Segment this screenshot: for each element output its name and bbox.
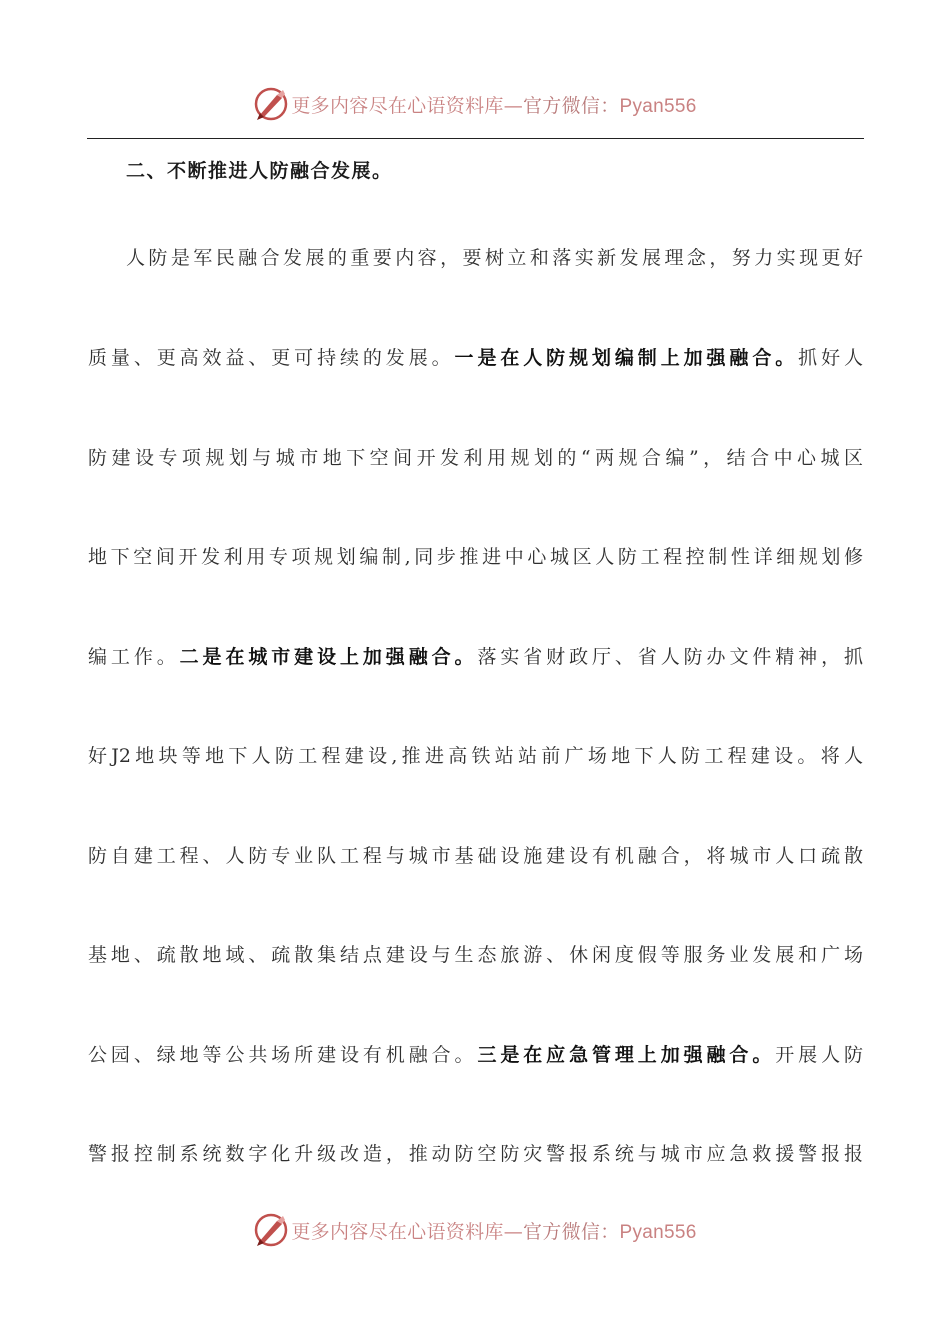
paragraph-line: 好J2地块等地下人防工程建设,推进高铁站站前广场地下人防工程建设。将人 — [88, 745, 863, 767]
quill-logo-icon — [253, 86, 289, 122]
official-label: 官方微信： — [523, 94, 620, 117]
footer-banner — [0, 1205, 950, 1255]
emphasis-text: 一是在人防规划编制上加强融合。 — [454, 347, 799, 369]
official-label: 官方微信： — [523, 1220, 620, 1243]
paragraph-line: 编工作。二是在城市建设上加强融合。落实省财政厅、省人防办文件精神，抓 — [88, 646, 863, 668]
paragraph-line: 地下空间开发利用专项规划编制,同步推进中心城区人防工程控制性详细规划修 — [88, 546, 863, 568]
paragraph-line: 防自建工程、人防专业队工程与城市基础设施建设有机融合，将城市人口疏散 — [88, 845, 863, 867]
paragraph-line: 防建设专项规划与城市地下空间开发利用规划的“两规合编”，结合中心城区 — [88, 447, 863, 469]
banner-dash: — — [503, 1220, 523, 1243]
header-banner — [0, 79, 950, 129]
promo-text: 更多内容尽在心语资料库 — [291, 1220, 504, 1243]
wechat-id: Pyan556 — [619, 1221, 697, 1243]
wechat-id: Pyan556 — [619, 95, 697, 117]
quill-logo-icon — [253, 1212, 289, 1248]
promo-text: 更多内容尽在心语资料库 — [291, 94, 504, 117]
paragraph-line: 基地、疏散地域、疏散集结点建设与生态旅游、休闲度假等服务业发展和广场 — [88, 944, 863, 966]
emphasis-text: 二是在城市建设上加强融合。 — [179, 646, 478, 668]
banner-text — [291, 91, 696, 118]
paragraph-line: 警报控制系统数字化升级改造，推动防空防灾警报系统与城市应急救援警报报 — [88, 1143, 863, 1165]
section-heading: 二、不断推进人防融合发展。 — [126, 160, 393, 182]
banner-text — [291, 1217, 696, 1244]
paragraph-line: 公园、绿地等公共场所建设有机融合。三是在应急管理上加强融合。开展人防 — [88, 1044, 863, 1066]
banner-dash: — — [503, 94, 523, 117]
header-divider — [87, 138, 864, 139]
paragraph-line: 质量、更高效益、更可持续的发展。一是在人防规划编制上加强融合。抓好人 — [88, 347, 863, 369]
paragraph-line: 人防是军民融合发展的重要内容，要树立和落实新发展理念，努力实现更好 — [126, 247, 863, 269]
emphasis-text: 三是在应急管理上加强融合。 — [477, 1044, 776, 1066]
